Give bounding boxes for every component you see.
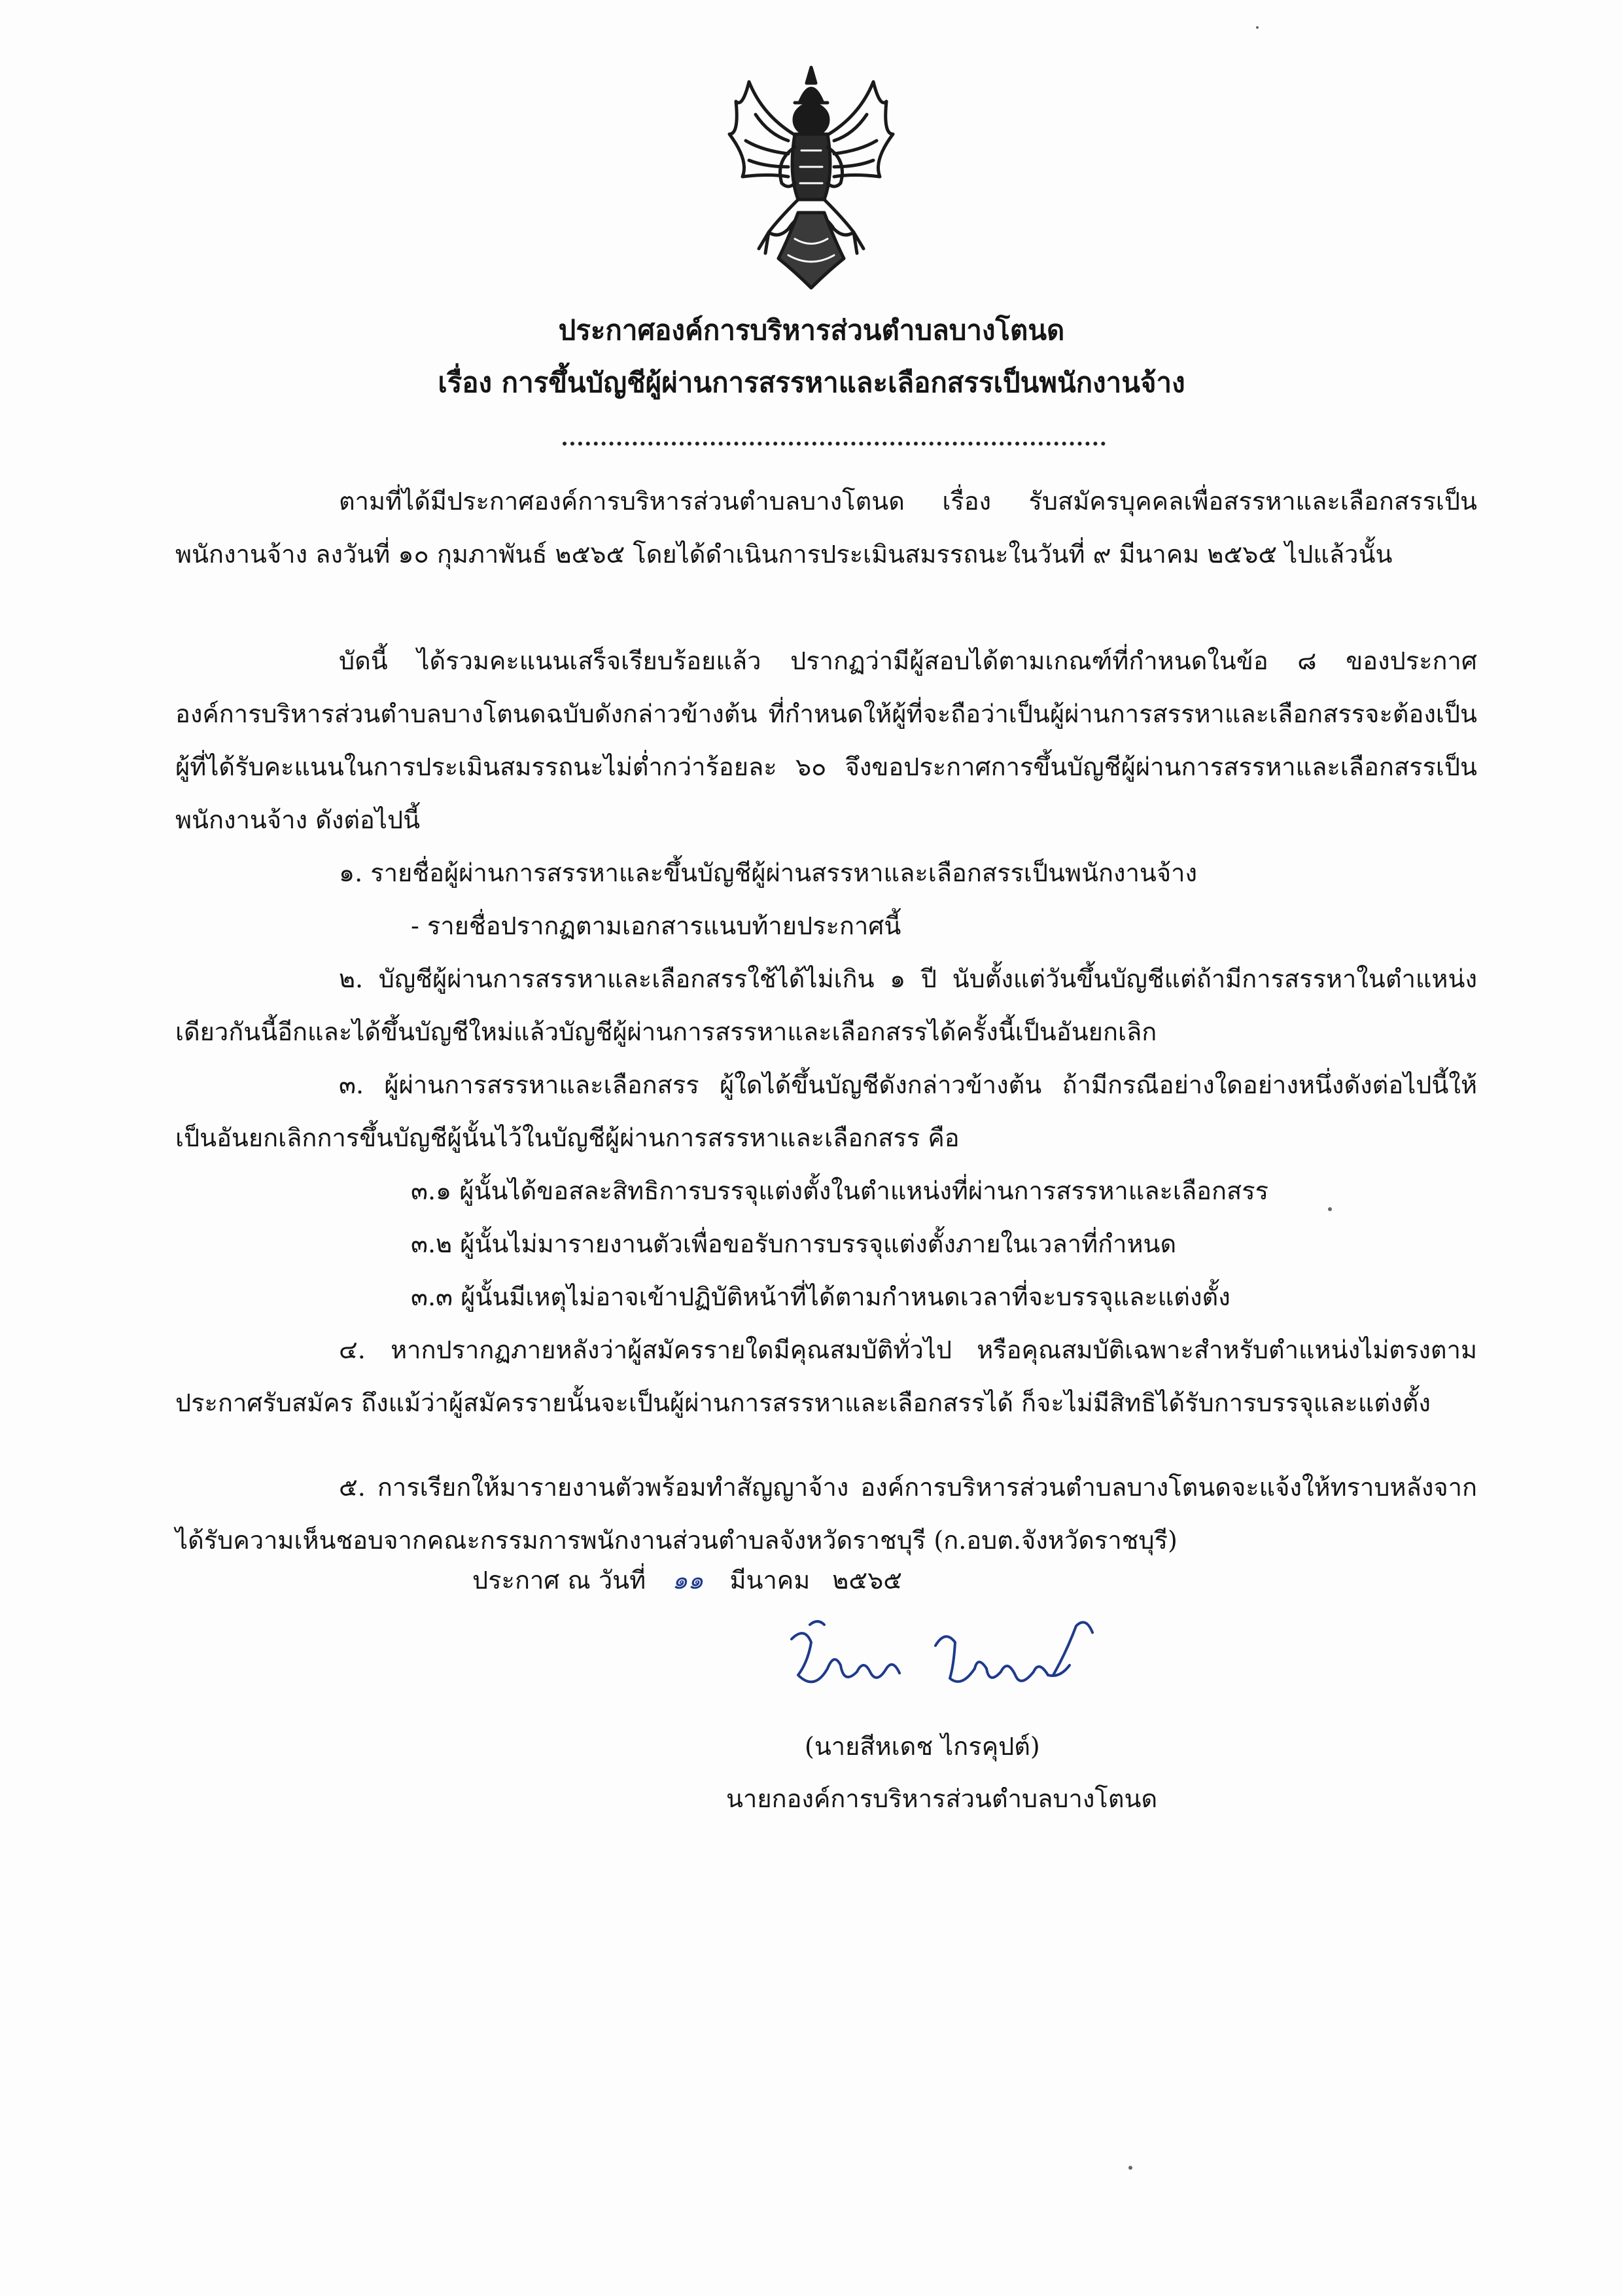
- document-title: ประกาศองค์การบริหารส่วนตำบลบางโตนด: [558, 314, 1065, 346]
- announcement-month: มีนาคม: [729, 1566, 811, 1595]
- signatory-name: (นายสีหเดช ไกรคุปต์): [805, 1732, 1040, 1761]
- item-5: ๕. การเรียกให้มารายงานตัวพร้อมทำสัญญาจ้าง องค์การบริหารส่วนตำบลบางโตนดจะแจ้งให้ทราบหลังจากได้รับความเห็นชอบจากคณะกรรมการพนักงานส่วนตำบลจังหวัดราชบุรี (ก.อบต.จังหวัดราชบุรี): [175, 1473, 1477, 1555]
- announcement-date: [472, 1554, 902, 1607]
- item-3-1: ๓.๑ ผู้นั้นได้ขอสละสิทธิการบรรจุแต่งตั้งในตำแหน่งที่ผ่านการสรรหาและเลือกสรร: [411, 1176, 1269, 1205]
- item-3-2: ๓.๒ ผู้นั้นไม่มารายงานตัวเพื่อขอรับการบรรจุแต่งตั้งภายในเวลาที่กำหนด: [411, 1229, 1177, 1258]
- announcement-day: ๑๑: [672, 1566, 704, 1595]
- announcement-prefix: ประกาศ ณ วันที่: [472, 1566, 646, 1595]
- garuda-emblem-icon: [723, 62, 899, 291]
- item-1: ๑. รายชื่อผู้ผ่านการสรรหาและขึ้นบัญชีผู้ผ่านสรรหาและเลือกสรรเป็นพนักงานจ้าง: [339, 858, 1198, 887]
- item-4: ๔. หากปรากฏภายหลังว่าผู้สมัครรายใดมีคุณสมบัติทั่วไป หรือคุณสมบัติเฉพาะสำหรับตำแหน่งไม่ตรงตามประกาศรับสมัคร ถึงแม้ว่าผู้สมัครรายนั้นจะเป็นผู้ผ่านการสรรหาและเลือกสรรได้ ก็จะไม่มีสิทธิได้รับการบรรจุและแต่งตั้ง: [175, 1335, 1477, 1417]
- scan-speck: [1328, 1207, 1332, 1211]
- signatory-position: นายกองค์การบริหารส่วนตำบลบางโตนด: [726, 1784, 1158, 1813]
- item-1-sub: - รายชื่อปรากฏตามเอกสารแนบท้ายประกาศนี้: [411, 911, 901, 940]
- item-3-3: ๓.๓ ผู้นั้นมีเหตุไม่อาจเข้าปฏิบัติหน้าที่ได้ตามกำหนดเวลาที่จะบรรจุและแต่งตั้ง: [411, 1282, 1230, 1311]
- announcement-year: ๒๕๖๕: [832, 1566, 902, 1595]
- paragraph-2: บัดนี้ ได้รวมคะแนนเสร็จเรียบร้อยแล้ว ปรากฏว่ามีผู้สอบได้ตามเกณฑ์ที่กำหนดในข้อ ๘ ของประกาศองค์การบริหารส่วนตำบลบางโตนดฉบับดังกล่าวข้างต้น ที่กำหนดให้ผู้ที่จะถือว่าเป็นผู้ผ่านการสรรหาและเลือกสรรจะต้องเป็นผู้ที่ได้รับคะแนนในการประเมินสมรรถนะไม่ต่ำกว่าร้อยละ ๖๐ จึงขอประกาศการขึ้นบัญชีผู้ผ่านการสรรหาและเลือกสรรเป็นพนักงานจ้าง ดังต่อไปนี้: [175, 646, 1477, 834]
- item-3: ๓. ผู้ผ่านการสรรหาและเลือกสรร ผู้ใดได้ขึ้นบัญชีดังกล่าวข้างต้น ถ้ามีกรณีอย่างใดอย่างหนึ่งดังต่อไปนี้ให้เป็นอันยกเลิกการขึ้นบัญชีผู้นั้นไว้ในบัญชีผู้ผ่านการสรรหาและเลือกสรร คือ: [175, 1070, 1477, 1152]
- scan-speck: [1256, 26, 1259, 29]
- paragraph-1: ตามที่ได้มีประกาศองค์การบริหารส่วนตำบลบางโตนด เรื่อง รับสมัครบุคคลเพื่อสรรหาและเลือกสรรเป็นพนักงานจ้าง ลงวันที่ ๑๐ กุมภาพันธ์ ๒๕๖๕ โดยได้ดำเนินการประเมินสมรรถนะในวันที่ ๙ มีนาคม ๒๕๖๕ ไปแล้วนั้น: [175, 487, 1477, 569]
- item-2: ๒. บัญชีผู้ผ่านการสรรหาและเลือกสรรใช้ได้ไม่เกิน ๑ ปี นับตั้งแต่วันขึ้นบัญชีแต่ถ้ามีการสรรหาในตำแหน่งเดียวกันนี้อีกและได้ขึ้นบัญชีใหม่แล้วบัญชีผู้ผ่านการสรรหาและเลือกสรรได้ครั้งนี้เป็นอันยกเลิก: [175, 964, 1477, 1046]
- scan-speck: [1128, 2166, 1132, 2170]
- handwritten-signature: [778, 1613, 1145, 1711]
- title-divider: [563, 442, 1106, 446]
- document-subject: เรื่อง การขึ้นบัญชีผู้ผ่านการสรรหาและเลือกสรรเป็นพนักงานจ้าง: [438, 366, 1185, 398]
